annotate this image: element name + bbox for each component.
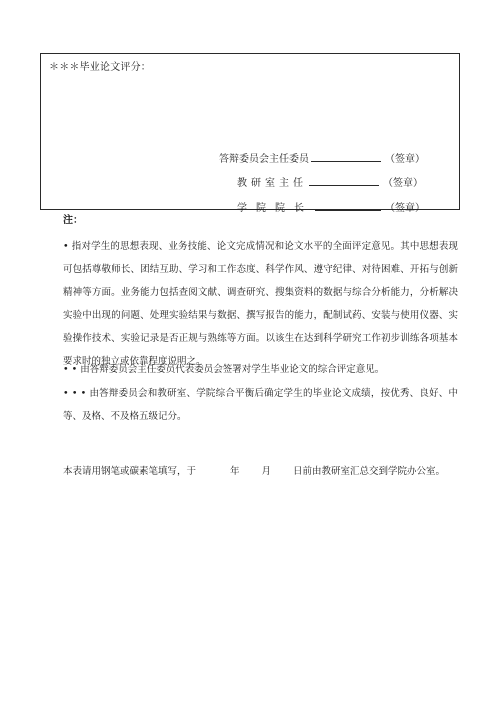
year-label: 年 [230, 466, 240, 477]
note-paragraph-2: • • 由答辩委员会主任委员代表委员会签署对学生毕业论文的综合评定意见。 [63, 364, 385, 375]
stamp-label: （签章） [385, 203, 425, 214]
signature-label: 学院院长 [237, 203, 313, 214]
notes-title: 注： [63, 215, 83, 226]
signature-blank[interactable] [309, 176, 379, 186]
note-paragraph-4 [63, 460, 463, 483]
stamp-label: （签章） [383, 178, 423, 189]
evaluation-title: ＊＊＊毕业论文评分： [49, 62, 151, 73]
note-paragraph-1: • 指对学生的思想表现、业务技能、论文完成情况和论文水平的全面评定意见。其中思想表现可包括尊敬师长、团结互助、学习和工作态度、科学作风、遵守纪律、对待困难、开拓与创新精神等方面。业务能力包括查阅文献、调查研究、搜集资料的数据与综合分析能力，分析解决实验中出现的问题、处理实验结果与数据、撰写报告的能力，配制试药、安装与使用仪器、实验操作技术、实验记录是否正规与熟练等方面。以该生在达到科学研究工作初步训练各项基本要求时的独立或依靠程度说明之。 [63, 241, 458, 367]
signature-blank[interactable] [315, 201, 381, 211]
fill-instruction: 本表请用钢笔或碳素笔填写，于 [63, 466, 197, 477]
signature-committee-chair [219, 150, 425, 165]
signature-teaching-office-head [237, 174, 423, 189]
stamp-label: （签章） [385, 154, 425, 165]
submission-instruction: 日前由教研室汇总交到学院办公室。 [293, 466, 446, 477]
month-label: 月 [261, 466, 272, 477]
note-paragraph-3: • • • 由答辩委员会和教研室、学院综合平衡后确定学生的毕业论文成绩，按优秀、良好、中等、及格、不及格五级记分。 [63, 388, 458, 422]
signature-label: 教研室主任 [237, 178, 307, 189]
evaluation-box [40, 53, 460, 214]
signature-label: 答辩委员会主任委员 [219, 154, 309, 165]
signature-dean [237, 199, 425, 214]
signature-blank[interactable] [311, 152, 381, 162]
